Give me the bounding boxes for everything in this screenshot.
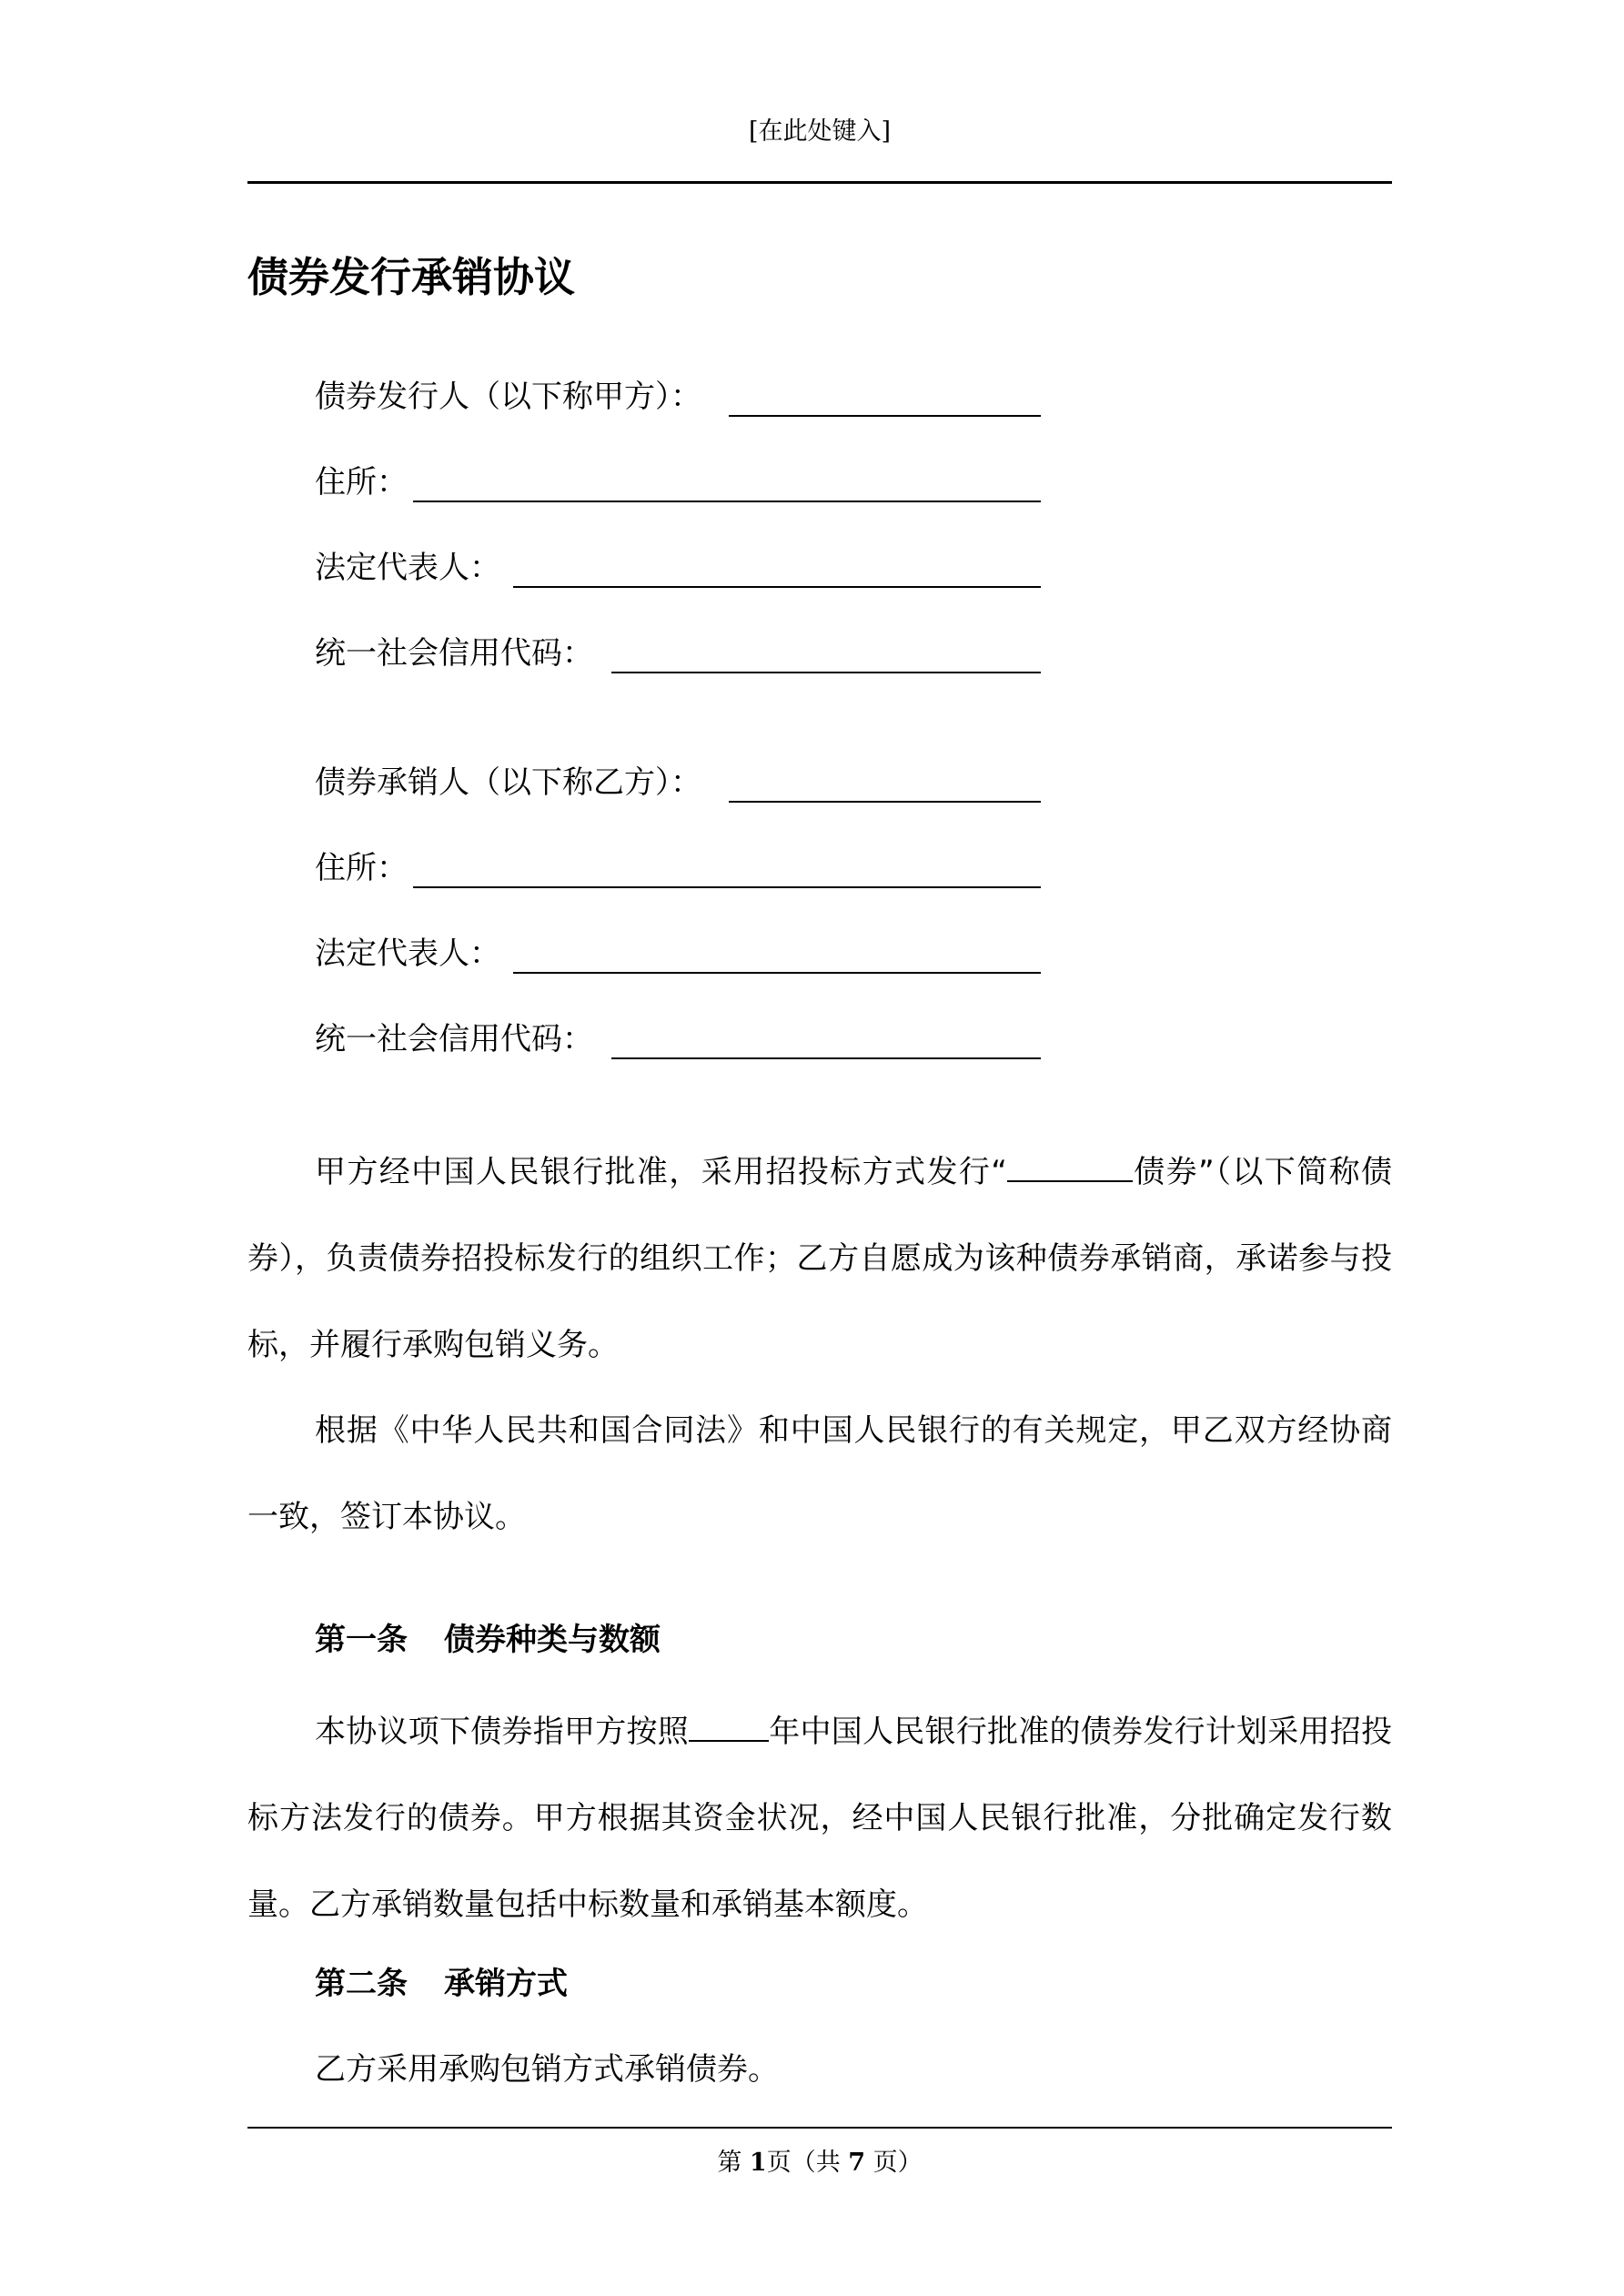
party-b-credit-code-field (315, 1014, 1041, 1065)
footer-total-pages: 7 (848, 2149, 866, 2177)
page-header: [在此处键入] (748, 117, 892, 146)
party-a-address-field (315, 457, 1041, 508)
bond-name-blank[interactable] (1007, 1144, 1133, 1182)
party-b-underwriter-label: 债券承销人（以下称乙方）： (315, 764, 701, 801)
header-rule (247, 181, 1392, 184)
footer-middle: 页（共 (766, 2149, 849, 2177)
article-1-heading (315, 1614, 661, 1665)
party-b-credit-code-blank[interactable] (611, 1014, 1041, 1059)
party-b-legal-rep-blank[interactable] (513, 928, 1041, 974)
year-blank[interactable] (689, 1704, 769, 1742)
party-a-address-label: 住所： (315, 464, 408, 501)
party-b-underwriter-blank[interactable] (729, 757, 1041, 803)
article-1-title: 债券种类与数额 (444, 1622, 661, 1658)
page-footer (247, 2148, 1392, 2179)
footer-page-number: 1 (749, 2149, 767, 2177)
party-a-legal-rep-blank[interactable] (513, 542, 1041, 588)
article-1-body-part2: 年中国人民银行批准的债券发行计划采用招投标方法发行的债券。甲方根据其资金状况，经中国人民银行批准，分批确定发行数量。乙方承销数量包括中标数量和承销基本额度。 (247, 1714, 1392, 1923)
party-b-address-label: 住所： (315, 850, 408, 886)
article-2-title: 承销方式 (444, 1966, 568, 2002)
party-b-legal-rep-label: 法定代表人： (315, 936, 500, 972)
party-a-credit-code-field (315, 628, 1041, 679)
party-a-credit-code-blank[interactable] (611, 628, 1041, 673)
preamble-paragraph-1 (247, 1129, 1392, 1389)
party-a-credit-code-label: 统一社会信用代码： (315, 635, 593, 672)
party-b-address-field (315, 843, 1041, 894)
footer-prefix: 第 (717, 2149, 750, 2177)
article-1-body (247, 1689, 1392, 1948)
preamble-p1-part2: 债券”（以下简称债券），负责债券招投标发行的组织工作；乙方自愿成为该种债券承销商，承诺参与投标，并履行承购包销义务。 (247, 1154, 1392, 1363)
party-b-underwriter-field (315, 757, 1041, 808)
party-b-credit-code-label: 统一社会信用代码： (315, 1021, 593, 1057)
party-a-legal-rep-label: 法定代表人： (315, 550, 500, 586)
preamble-p1-part1: 甲方经中国人民银行批准，采用招投标方式发行“ (315, 1154, 1007, 1190)
party-b-legal-rep-field (315, 928, 1041, 979)
party-a-legal-rep-field (315, 542, 1041, 593)
preamble-paragraph-2: 根据《中华人民共和国合同法》和中国人民银行的有关规定，甲乙双方经协商一致，签订本协议。 (247, 1412, 1392, 1535)
party-a-issuer-label: 债券发行人（以下称甲方）： (315, 379, 701, 415)
party-b-address-blank[interactable] (413, 843, 1041, 888)
article-1-body-part1: 本协议项下债券指甲方按照 (315, 1714, 689, 1750)
party-a-issuer-field (315, 371, 1041, 422)
footer-rule (247, 2127, 1392, 2129)
article-1-number: 第一条 (315, 1622, 408, 1658)
document-title: 债券发行承销协议 (247, 253, 576, 301)
party-a-address-blank[interactable] (413, 457, 1041, 502)
party-a-issuer-blank[interactable] (729, 371, 1041, 417)
article-2-number: 第二条 (315, 1966, 408, 2002)
article-2-heading (315, 1958, 568, 2009)
footer-suffix: 页） (865, 2149, 923, 2177)
article-2-body: 乙方采用承购包销方式承销债券。 (315, 2051, 779, 2088)
